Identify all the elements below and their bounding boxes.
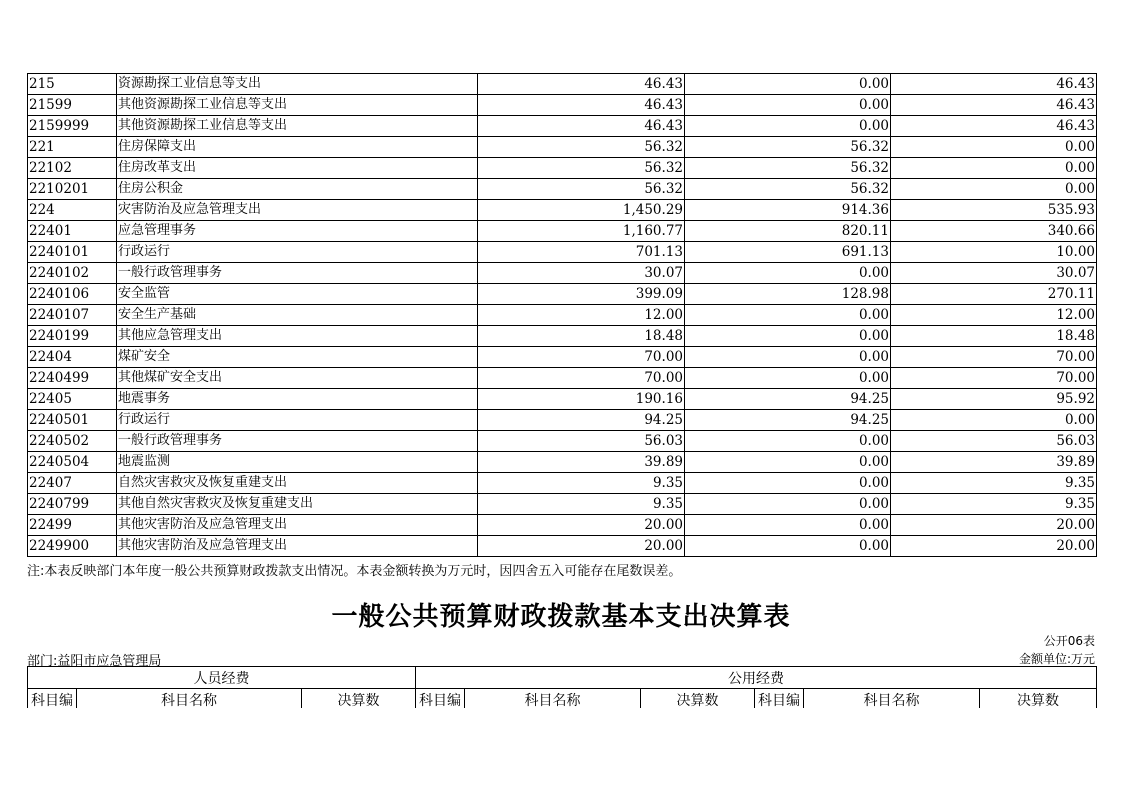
row-code: 2159999 [28,116,117,137]
row-total: 20.00 [478,515,685,536]
row-basic: 0.00 [685,74,891,95]
row-basic: 0.00 [685,263,891,284]
row-name: 一般行政管理事务 [117,263,478,284]
row-total: 56.32 [478,158,685,179]
row-code: 2240799 [28,494,117,515]
header-public-expenses: 公用经费 [416,667,1097,689]
row-basic: 0.00 [685,431,891,452]
row-project: 0.00 [891,158,1097,179]
table-row [28,368,1097,389]
next-table-title: 一般公共预算财政拨款基本支出决算表 [331,602,791,632]
table-row [28,116,1097,137]
form-number: 公开06表 [1043,634,1095,648]
table-row [28,473,1097,494]
row-basic: 0.00 [685,305,891,326]
row-project: 9.35 [891,494,1097,515]
row-total: 20.00 [478,536,685,557]
row-basic: 94.25 [685,389,891,410]
row-total: 399.09 [478,284,685,305]
table-row [28,305,1097,326]
row-code: 2240101 [28,242,117,263]
header-code-2: 科目编 [416,689,465,711]
row-name: 自然灾害救灾及恢复重建支出 [117,473,478,494]
row-project: 30.07 [891,263,1097,284]
row-code: 2210201 [28,179,117,200]
header-code-3: 科目编 [755,689,804,711]
row-basic: 56.32 [685,137,891,158]
table-row [28,263,1097,284]
row-name: 行政运行 [117,410,478,431]
row-total: 190.16 [478,389,685,410]
header-personnel-expenses: 人员经费 [28,667,416,689]
row-total: 56.32 [478,137,685,158]
row-name: 其他资源勘探工业信息等支出 [117,95,478,116]
table-row [28,515,1097,536]
table-row [28,431,1097,452]
row-project: 56.03 [891,431,1097,452]
table-row [28,410,1097,431]
row-name: 安全监管 [117,284,478,305]
row-name: 其他灾害防治及应急管理支出 [117,515,478,536]
row-code: 224 [28,200,117,221]
table-row [28,389,1097,410]
row-name: 住房保障支出 [117,137,478,158]
row-total: 12.00 [478,305,685,326]
row-total: 46.43 [478,116,685,137]
header-amount-2: 决算数 [641,689,755,711]
row-project: 46.43 [891,95,1097,116]
row-code: 2240199 [28,326,117,347]
table-row [28,158,1097,179]
row-total: 70.00 [478,368,685,389]
row-project: 20.00 [891,515,1097,536]
row-name: 其他应急管理支出 [117,326,478,347]
basic-expenditure-header [27,666,1097,711]
row-basic: 56.32 [685,158,891,179]
header-name-2: 科目名称 [465,689,641,711]
header-amount-3: 决算数 [980,689,1097,711]
header-code-1: 科目编 [28,689,77,711]
department-label: 部门:益阳市应急管理局 [27,654,162,669]
row-project: 18.48 [891,326,1097,347]
row-code: 2240102 [28,263,117,284]
table-row [28,494,1097,515]
table-row [28,536,1097,557]
row-total: 9.35 [478,473,685,494]
row-project: 46.43 [891,116,1097,137]
row-project: 46.43 [891,74,1097,95]
row-total: 9.35 [478,494,685,515]
row-total: 1,160.77 [478,221,685,242]
row-code: 22405 [28,389,117,410]
row-total: 46.43 [478,95,685,116]
header-amount-1: 决算数 [302,689,416,711]
row-code: 2240501 [28,410,117,431]
row-basic: 691.13 [685,242,891,263]
row-name: 灾害防治及应急管理支出 [117,200,478,221]
table-note: 注:本表反映部门本年度一般公共预算财政拨款支出情况。本表金额转换为万元时，因四舍五入可能存在尾数误差。 [27,564,682,579]
row-code: 21599 [28,95,117,116]
row-basic: 0.00 [685,494,891,515]
row-total: 56.03 [478,431,685,452]
row-basic: 0.00 [685,95,891,116]
row-code: 22401 [28,221,117,242]
row-name: 其他自然灾害救灾及恢复重建支出 [117,494,478,515]
row-basic: 94.25 [685,410,891,431]
row-basic: 0.00 [685,368,891,389]
row-project: 20.00 [891,536,1097,557]
table-row [28,137,1097,158]
table-row [28,95,1097,116]
row-basic: 128.98 [685,284,891,305]
table-row [28,284,1097,305]
row-basic: 0.00 [685,515,891,536]
row-name: 其他灾害防治及应急管理支出 [117,536,478,557]
row-total: 701.13 [478,242,685,263]
row-total: 30.07 [478,263,685,284]
row-project: 0.00 [891,179,1097,200]
row-basic: 0.00 [685,326,891,347]
row-basic: 820.11 [685,221,891,242]
row-project: 535.93 [891,200,1097,221]
row-basic: 0.00 [685,347,891,368]
table-row [28,326,1097,347]
row-basic: 56.32 [685,179,891,200]
table-row [28,242,1097,263]
table-row [28,179,1097,200]
row-code: 2249900 [28,536,117,557]
row-total: 39.89 [478,452,685,473]
page-cut-off [0,708,1122,793]
row-code: 2240502 [28,431,117,452]
row-code: 215 [28,74,117,95]
row-project: 39.89 [891,452,1097,473]
row-project: 12.00 [891,305,1097,326]
row-project: 0.00 [891,137,1097,158]
row-project: 70.00 [891,347,1097,368]
row-name: 行政运行 [117,242,478,263]
row-name: 其他资源勘探工业信息等支出 [117,116,478,137]
row-code: 22404 [28,347,117,368]
row-code: 2240107 [28,305,117,326]
row-code: 2240504 [28,452,117,473]
expenditure-table [27,73,1097,557]
row-name: 一般行政管理事务 [117,431,478,452]
table-row [28,347,1097,368]
row-name: 资源勘探工业信息等支出 [117,74,478,95]
row-name: 住房改革支出 [117,158,478,179]
row-code: 221 [28,137,117,158]
row-total: 1,450.29 [478,200,685,221]
header-name-3: 科目名称 [804,689,980,711]
row-total: 94.25 [478,410,685,431]
row-name: 地震监测 [117,452,478,473]
row-code: 22499 [28,515,117,536]
row-basic: 0.00 [685,473,891,494]
row-name: 住房公积金 [117,179,478,200]
expenditure-table-body [28,74,1097,557]
row-name: 煤矿安全 [117,347,478,368]
row-name: 应急管理事务 [117,221,478,242]
row-project: 95.92 [891,389,1097,410]
table-row [28,221,1097,242]
row-project: 0.00 [891,410,1097,431]
row-basic: 0.00 [685,116,891,137]
amount-unit-label: 金额单位:万元 [1018,652,1095,666]
row-project: 270.11 [891,284,1097,305]
row-code: 2240106 [28,284,117,305]
row-name: 其他煤矿安全支出 [117,368,478,389]
table-row [28,200,1097,221]
row-basic: 0.00 [685,452,891,473]
row-basic: 914.36 [685,200,891,221]
row-total: 56.32 [478,179,685,200]
row-total: 70.00 [478,347,685,368]
row-project: 9.35 [891,473,1097,494]
row-project: 70.00 [891,368,1097,389]
row-total: 18.48 [478,326,685,347]
row-total: 46.43 [478,74,685,95]
row-name: 安全生产基础 [117,305,478,326]
row-code: 2240499 [28,368,117,389]
row-basic: 0.00 [685,536,891,557]
header-name-1: 科目名称 [77,689,302,711]
row-code: 22407 [28,473,117,494]
row-code: 22102 [28,158,117,179]
table-row [28,452,1097,473]
table-row [28,74,1097,95]
row-project: 10.00 [891,242,1097,263]
row-name: 地震事务 [117,389,478,410]
row-project: 340.66 [891,221,1097,242]
